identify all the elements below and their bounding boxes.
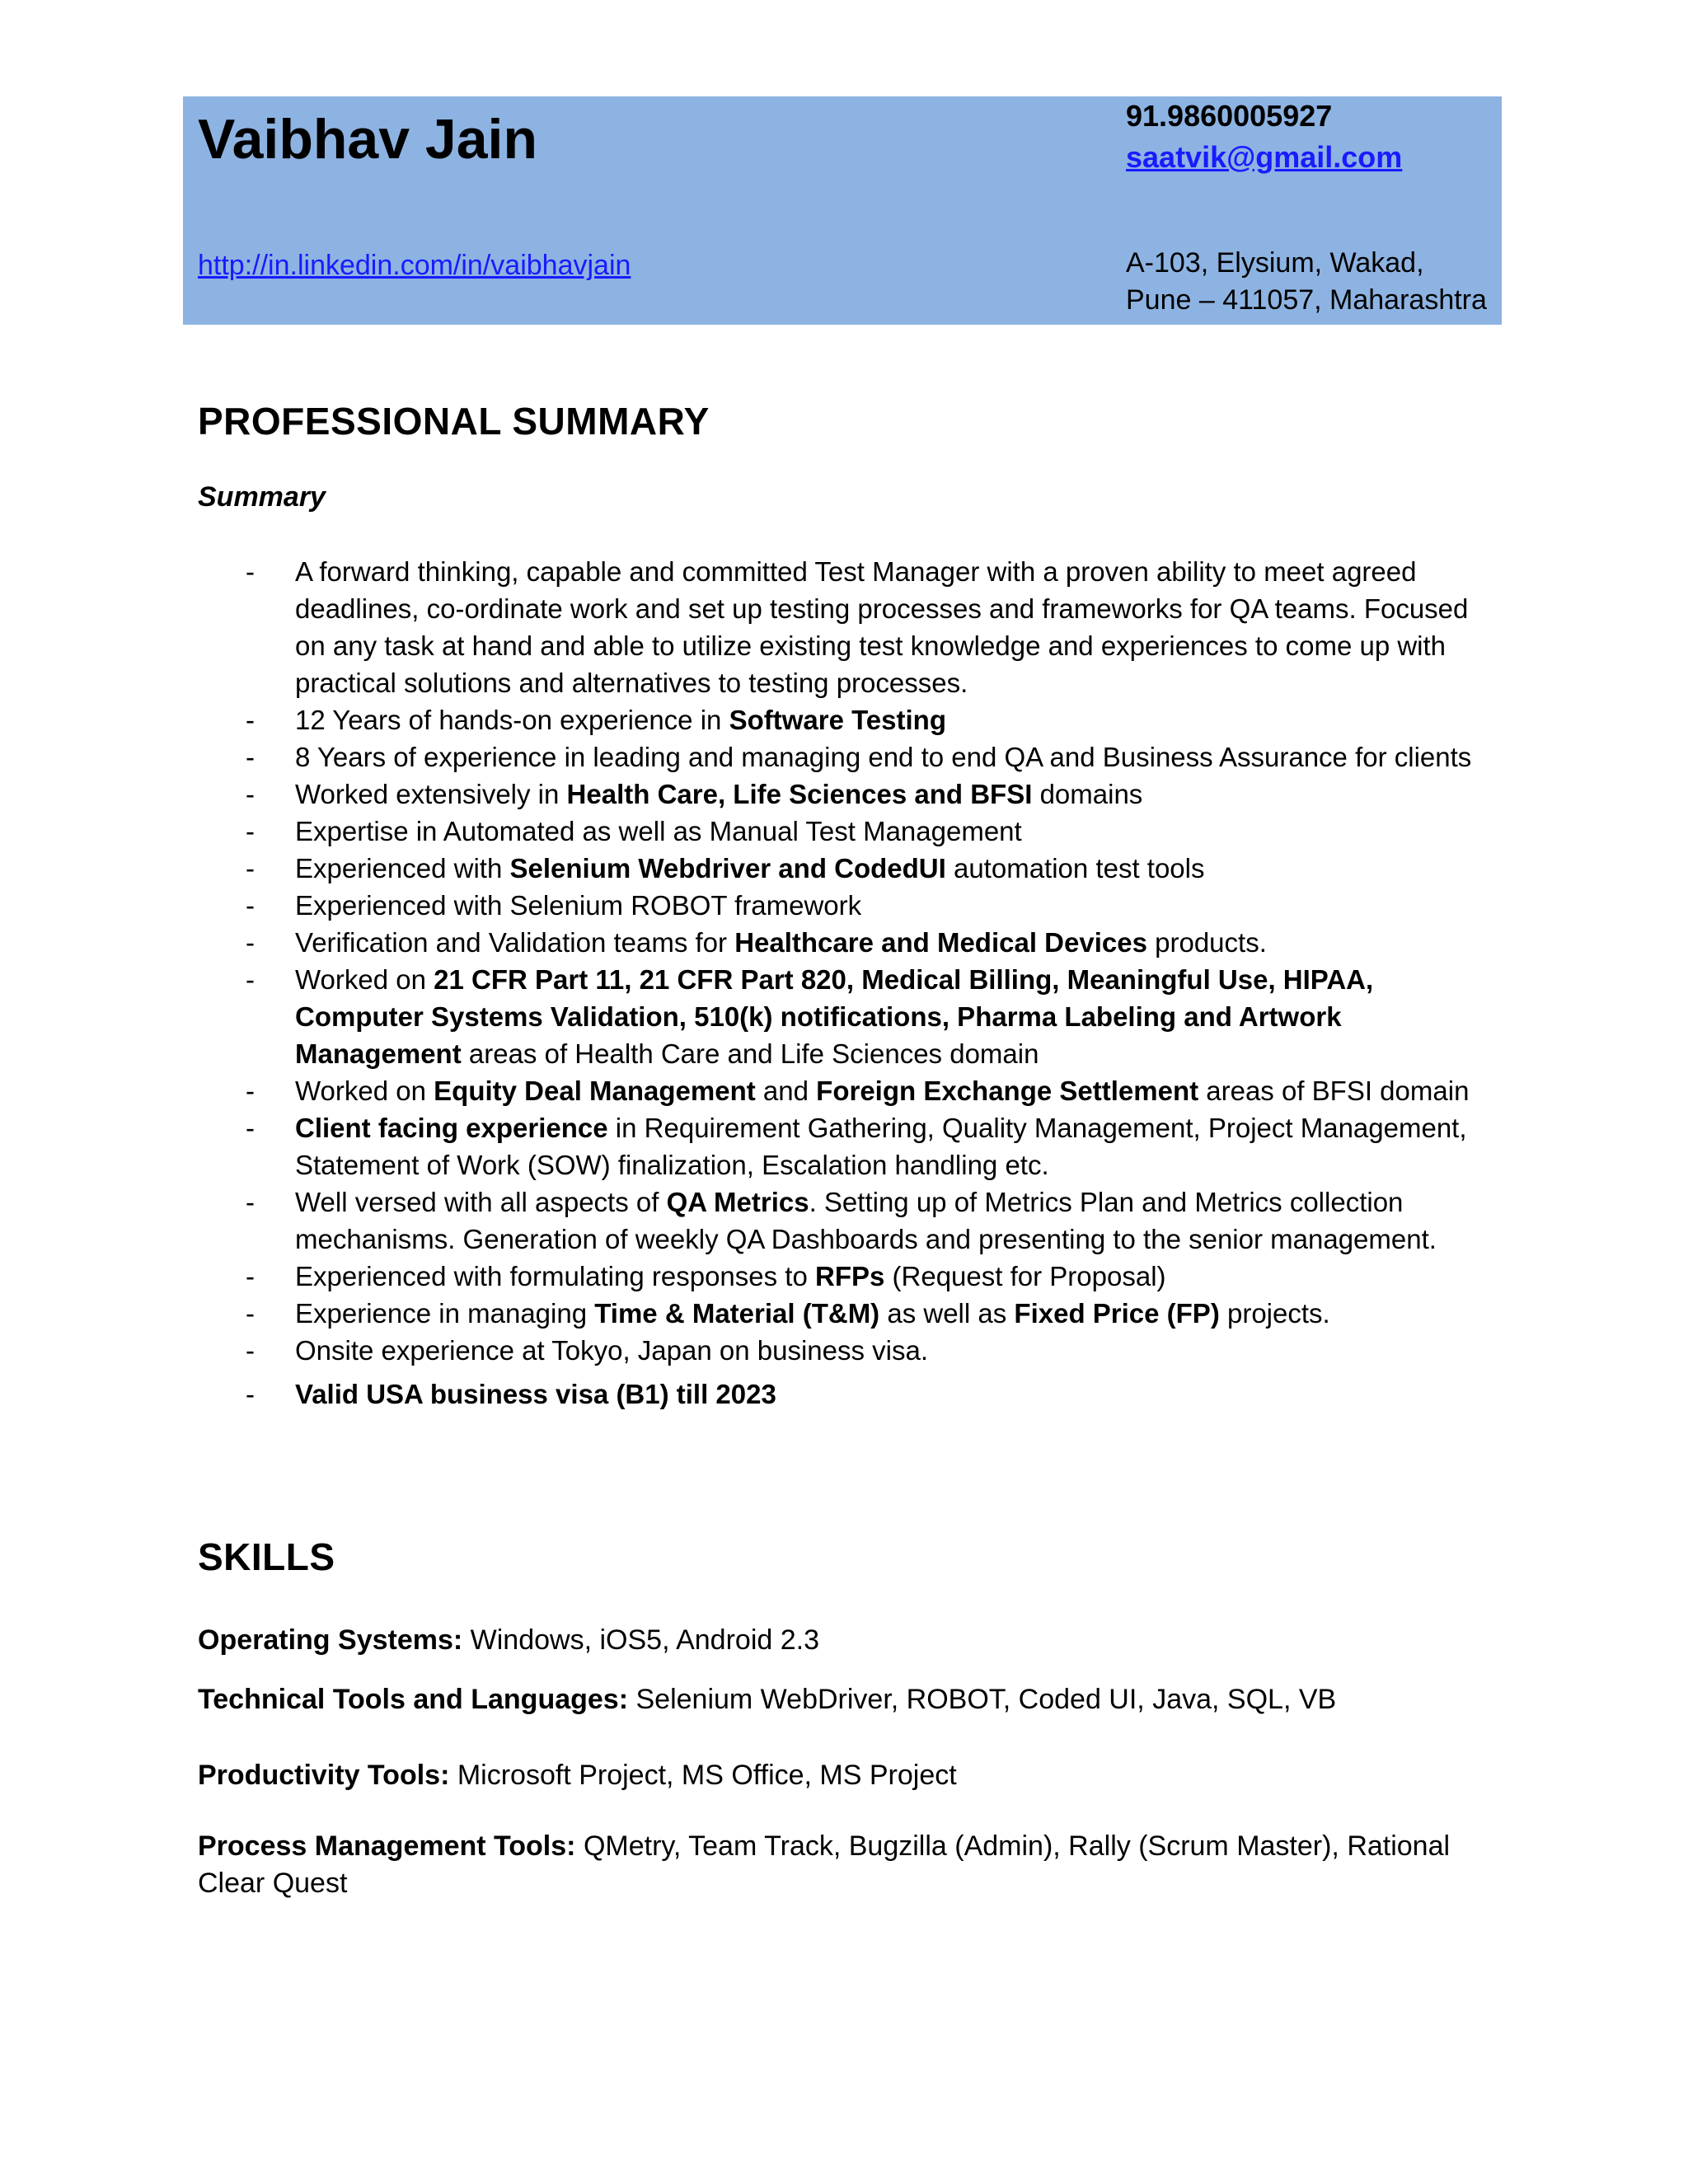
summary-bullet-item (198, 924, 1500, 961)
summary-bullet-item (198, 887, 1500, 924)
skill-value: Selenium WebDriver, ROBOT, Coded UI, Java, SQL, VB (628, 1684, 1337, 1715)
bullet-dash: - (246, 816, 255, 846)
bullet-text: domains (1032, 779, 1143, 809)
bullet-text-bold: Software Testing (729, 705, 946, 735)
bullet-dash: - (246, 890, 255, 921)
bullet-text: automation test tools (945, 853, 1205, 883)
address-line-1: A-103, Elysium, Wakad, (1126, 247, 1424, 279)
summary-bullet-item (198, 813, 1500, 850)
summary-subheading: Summary (198, 481, 326, 513)
skill-technical-tools (198, 1681, 1500, 1718)
skill-label: Technical Tools and Languages: (198, 1684, 629, 1715)
skill-label: Operating Systems: (198, 1624, 463, 1656)
bullet-text: Onsite experience at Tokyo, Japan on business visa. (295, 1335, 929, 1366)
bullet-dash: - (246, 1113, 255, 1143)
address-line-2: Pune – 411057, Maharashtra (1126, 284, 1487, 316)
bullet-dash: - (246, 1379, 255, 1409)
summary-bullet-item (198, 738, 1500, 776)
summary-bullet-item (198, 1258, 1500, 1295)
bullet-text: Experienced with Selenium ROBOT framework (295, 890, 862, 921)
bullet-dash: - (246, 742, 255, 772)
summary-bullet-item (198, 1376, 1500, 1413)
bullet-text: areas of Health Care and Life Sciences domain (461, 1038, 1039, 1069)
bullet-text: as well as (879, 1298, 1015, 1329)
contact-header (183, 96, 1502, 325)
summary-bullet-item (198, 1072, 1500, 1109)
bullet-dash: - (246, 1298, 255, 1329)
bullet-text: Expertise in Automated as well as Manual Test Management (295, 816, 1022, 846)
skill-label: Process Management Tools: (198, 1830, 576, 1862)
bullet-text-bold: Selenium Webdriver and CodedUI (509, 853, 946, 883)
bullet-text-bold: QA Metrics (666, 1187, 809, 1217)
bullet-text-bold: Foreign Exchange Settlement (816, 1076, 1199, 1106)
bullet-dash: - (246, 779, 255, 809)
bullet-text-bold: Health Care, Life Sciences and BFSI (566, 779, 1033, 809)
bullet-text: Experience in managing (295, 1298, 595, 1329)
summary-bullet-list (198, 553, 1500, 1413)
bullet-text: areas of BFSI domain (1198, 1076, 1470, 1106)
bullet-dash: - (246, 1335, 255, 1366)
bullet-dash: - (246, 927, 255, 958)
bullet-text: Well versed with all aspects of (295, 1187, 667, 1217)
summary-bullet-item (198, 1109, 1500, 1183)
bullet-text-bold: RFPs (815, 1261, 885, 1291)
bullet-dash: - (246, 853, 255, 883)
summary-bullet-item (198, 1295, 1500, 1332)
bullet-text: Worked on (295, 964, 434, 995)
summary-bullet-item (198, 850, 1500, 887)
bullet-dash: - (246, 1261, 255, 1291)
bullet-text-bold: Client facing experience (295, 1113, 608, 1143)
bullet-text: and (755, 1076, 817, 1106)
summary-bullet-item (198, 1332, 1500, 1369)
skill-value: QMetry, Team Track, Bugzilla (Admin), Rally (Scrum Master), Rational Clear Quest (198, 1830, 1451, 1899)
skill-operating-systems (198, 1622, 1500, 1659)
bullet-text-bold: 21 CFR Part 11, 21 CFR Part 820, Medical Billing, Meaningful Use, HIPAA, Computer Systems Validation, 510(k) notifications, Pharma Labeling and Artwork Management (295, 964, 1374, 1069)
linkedin-link[interactable]: http://in.linkedin.com/in/vaibhavjain (198, 250, 631, 281)
bullet-text: . Setting up of Metrics Plan and Metrics collection mechanisms. Generation of weekly QA Dashboards and presenting to the senior management. (295, 1187, 1437, 1254)
summary-bullet-item (198, 701, 1500, 738)
bullet-dash: - (246, 705, 255, 735)
phone-number: 91.9860005927 (1126, 99, 1333, 133)
summary-bullet-item (198, 776, 1500, 813)
skill-value: Microsoft Project, MS Office, MS Project (449, 1760, 957, 1791)
bullet-text: in Requirement Gathering, Quality Management, Project Management, Statement of Work (SOW) finalization, Escalation handling etc. (295, 1113, 1467, 1180)
bullet-text: Experienced with (295, 853, 510, 883)
bullet-text: Worked extensively in (295, 779, 567, 809)
candidate-name: Vaibhav Jain (198, 108, 537, 171)
summary-bullet-item (198, 961, 1500, 1072)
summary-bullet-item (198, 553, 1500, 701)
bullet-text: Verification and Validation teams for (295, 927, 735, 958)
email-link[interactable]: saatvik@gmail.com (1126, 140, 1403, 174)
bullet-text-bold: Healthcare and Medical Devices (734, 927, 1147, 958)
bullet-dash: - (246, 1076, 255, 1106)
bullet-text: 8 Years of experience in leading and managing end to end QA and Business Assurance for clients (295, 742, 1472, 772)
professional-summary-heading: PROFESSIONAL SUMMARY (198, 400, 710, 443)
bullet-dash: - (246, 964, 255, 995)
bullet-text-bold: Equity Deal Management (434, 1076, 756, 1106)
bullet-text-bold: Valid USA business visa (B1) till 2023 (295, 1379, 776, 1409)
bullet-dash: - (246, 556, 255, 587)
bullet-text: products. (1146, 927, 1267, 958)
bullet-text: Worked on (295, 1076, 434, 1106)
bullet-text: 12 Years of hands-on experience in (295, 705, 729, 735)
skill-productivity-tools (198, 1757, 1500, 1794)
summary-bullet-item (198, 1183, 1500, 1258)
bullet-text: (Request for Proposal) (884, 1261, 1166, 1291)
bullet-text-bold: Time & Material (T&M) (594, 1298, 880, 1329)
skill-label: Productivity Tools: (198, 1760, 450, 1791)
bullet-text: A forward thinking, capable and committed Test Manager with a proven ability to meet agreed deadlines, co-ordinate work and set up testing processes and frameworks for QA teams. Focused on any task at hand and able to utilize existing test knowledge and experiences to come up with practical solutions and alternatives to testing processes. (295, 556, 1469, 698)
skill-process-management-tools (198, 1828, 1500, 1902)
skills-heading: SKILLS (198, 1535, 335, 1578)
bullet-text-bold: Fixed Price (FP) (1014, 1298, 1220, 1329)
bullet-dash: - (246, 1187, 255, 1217)
bullet-text: Experienced with formulating responses to (295, 1261, 815, 1291)
bullet-text: projects. (1219, 1298, 1330, 1329)
skill-value: Windows, iOS5, Android 2.3 (462, 1624, 819, 1656)
